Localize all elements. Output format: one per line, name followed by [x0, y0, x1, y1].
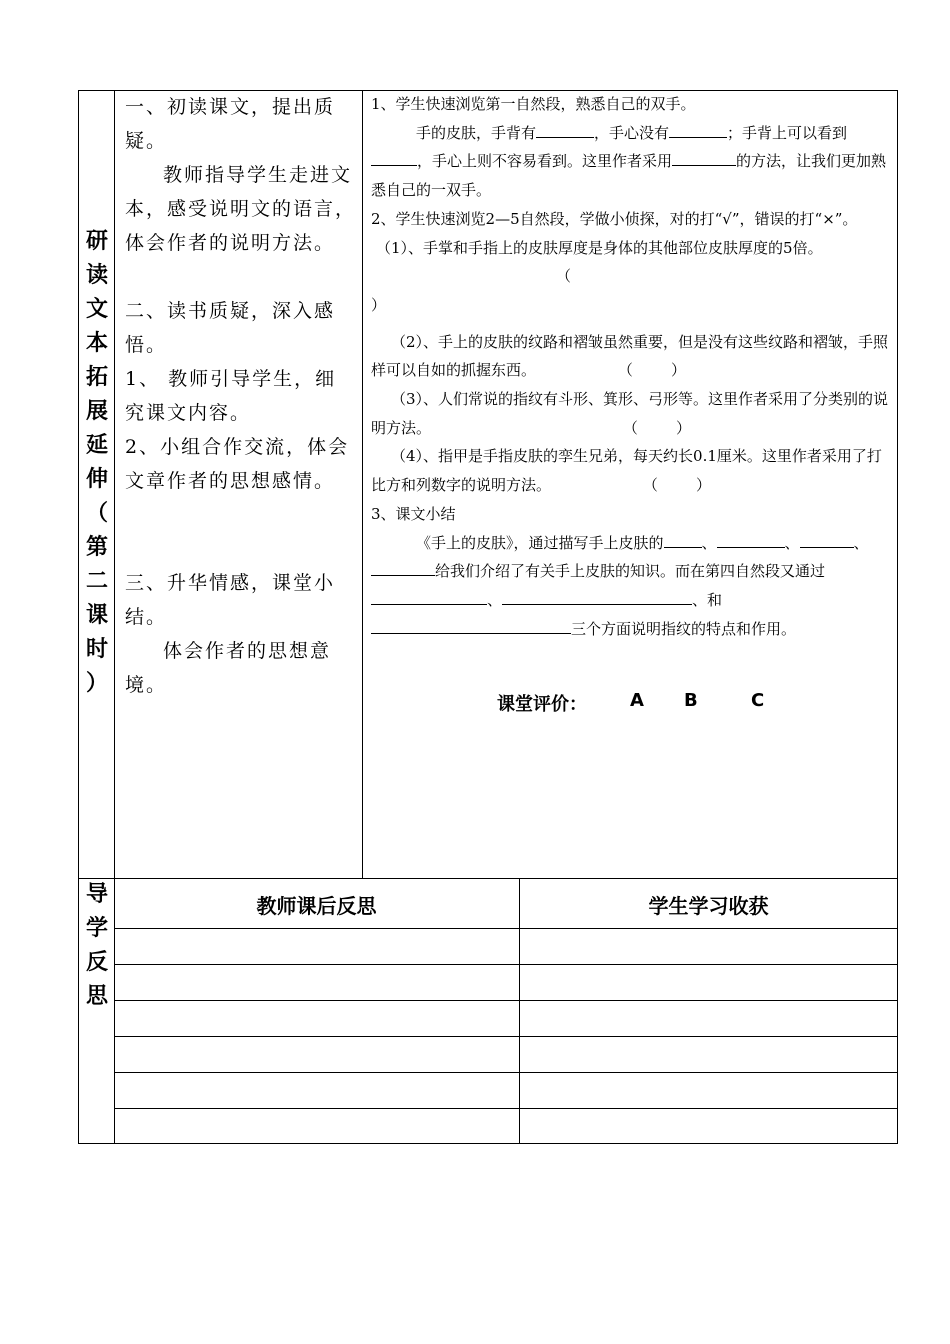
spacer	[125, 498, 357, 566]
statement-2	[371, 328, 891, 385]
text: 三个方面说明指纹的特点和作用。	[571, 619, 797, 638]
label-char: 伸	[85, 467, 108, 492]
guide-column-divider	[362, 90, 363, 878]
text: （1）、手掌和手指上的皮肤厚度是身体的其他部位皮肤厚度的5倍。	[376, 238, 823, 257]
text: 的方法，让我们更加熟悉自己的一双手。	[371, 152, 887, 200]
question-1-fill	[371, 119, 891, 205]
fill-blank[interactable]	[800, 531, 854, 548]
text: （3）、人们常说的指纹有斗形、箕形、弓形等。这里作者采用了分类别的说明方法。	[371, 390, 889, 437]
answer-parens[interactable]: （ ）	[642, 476, 712, 495]
section-label-study	[80, 225, 114, 701]
statement-3	[371, 385, 891, 442]
statement-1	[371, 234, 891, 320]
reflection-row-line	[114, 964, 898, 965]
text: 《手上的皮肤》，通过描写手上皮肤的	[416, 533, 664, 552]
fill-blank[interactable]	[371, 588, 487, 605]
question-3: 3、课文小结	[371, 504, 456, 523]
reflection-row-line	[114, 1000, 898, 1001]
guide-step-1-body: 教师指导学生走进文本，感受说明文的语言，体会作者的说明方法。	[125, 164, 357, 254]
label-char: （	[85, 501, 108, 526]
question-2: 2、学生快速浏览2—5自然段，学做小侦探，对的打“√”，错误的打“×”。	[371, 209, 858, 228]
teaching-guide	[125, 90, 357, 702]
label-char: 二	[85, 569, 108, 594]
label-char: 本	[85, 331, 108, 356]
summary-fill	[371, 529, 891, 644]
evaluation-option-a[interactable]: A	[630, 690, 644, 711]
label-char: 反	[85, 950, 108, 975]
label-char: 导	[85, 882, 108, 907]
guide-step-3-title: 三、升华情感，课堂小结。	[125, 572, 336, 628]
text: 、	[784, 533, 800, 552]
answer-parens[interactable]: （ ）	[617, 361, 687, 380]
text: 、	[692, 590, 708, 609]
spacer	[125, 260, 357, 294]
answer-paren-close: ）	[371, 295, 387, 314]
reflection-row-line	[114, 1072, 898, 1073]
guide-step-1-title: 一、初读课文，提出质疑。	[125, 96, 336, 152]
guide-step-2-item-2: 2、小组合作交流，体会文章作者的思想感情。	[125, 436, 350, 492]
text: ；手背上可以看到	[727, 123, 848, 142]
text: 、	[853, 533, 869, 552]
text: 、	[701, 533, 717, 552]
fill-blank[interactable]	[536, 121, 594, 138]
evaluation-label: 课堂评价：	[497, 694, 587, 715]
label-char: 研	[85, 229, 108, 254]
text: 和	[707, 590, 723, 609]
label-char: 第	[85, 535, 108, 560]
label-char: 文	[85, 297, 108, 322]
fill-blank[interactable]	[669, 121, 727, 138]
reflection-row-line	[114, 1036, 898, 1037]
text: 、	[487, 590, 503, 609]
label-char: 思	[85, 984, 108, 1009]
label-char: 课	[85, 603, 108, 628]
evaluation-option-c[interactable]: C	[751, 690, 765, 711]
text: ，手心没有	[594, 123, 670, 142]
fill-blank[interactable]	[717, 531, 785, 548]
guide-step-2-item-1: 1、 教师引导学生，细究课文内容。	[125, 368, 337, 424]
teacher-reflection-header: 教师课后反思	[256, 894, 377, 918]
answer-parens[interactable]: （ ）	[622, 418, 692, 437]
statement-4	[371, 442, 891, 499]
fill-blank[interactable]	[502, 588, 692, 605]
section-divider	[78, 878, 898, 879]
text: 给我们介绍了有关手上皮肤的知识。而在第四自然段又通过	[435, 562, 826, 581]
fill-blank[interactable]	[672, 149, 736, 166]
label-char: 拓	[85, 365, 108, 390]
fill-blank[interactable]	[371, 559, 435, 576]
guide-step-2-title: 二、读书质疑，深入感悟。	[125, 300, 336, 356]
answer-paren-open: （	[555, 267, 571, 286]
label-char: 延	[85, 433, 108, 458]
label-char: 时	[85, 637, 108, 662]
student-activities	[371, 90, 891, 643]
label-char: 读	[85, 263, 108, 288]
text: （4）、指甲是手指皮肤的孪生兄弟，每天约长0.1厘米。这里作者采用了打比方和列数字的说明方法。	[371, 447, 882, 495]
label-char: 展	[85, 399, 108, 424]
reflection-row-line	[114, 1108, 898, 1109]
text: 手的皮肤，手背有	[416, 123, 537, 142]
fill-blank[interactable]	[371, 149, 417, 166]
student-gains-header: 学生学习收获	[648, 894, 769, 918]
text: （2）、手上的皮肤的纹路和褶皱虽然重要，但是没有这些纹路和褶皱，手照样可以自如的抓握东西。	[371, 332, 889, 380]
section-label-reflection	[80, 878, 114, 1014]
evaluation-option-b[interactable]: B	[684, 690, 698, 711]
label-char: ）	[85, 671, 108, 696]
label-column-divider	[114, 90, 115, 1144]
fill-blank[interactable]	[371, 617, 571, 634]
text: ，手心上则不容易看到。这里作者采用	[417, 152, 673, 171]
guide-step-3-body: 体会作者的思想意境。	[125, 640, 332, 696]
reflection-row-line	[114, 928, 898, 929]
label-char: 学	[85, 916, 108, 941]
fill-blank[interactable]	[664, 531, 702, 548]
question-1: 1、学生快速浏览第一自然段，熟悉自己的双手。	[371, 95, 696, 113]
